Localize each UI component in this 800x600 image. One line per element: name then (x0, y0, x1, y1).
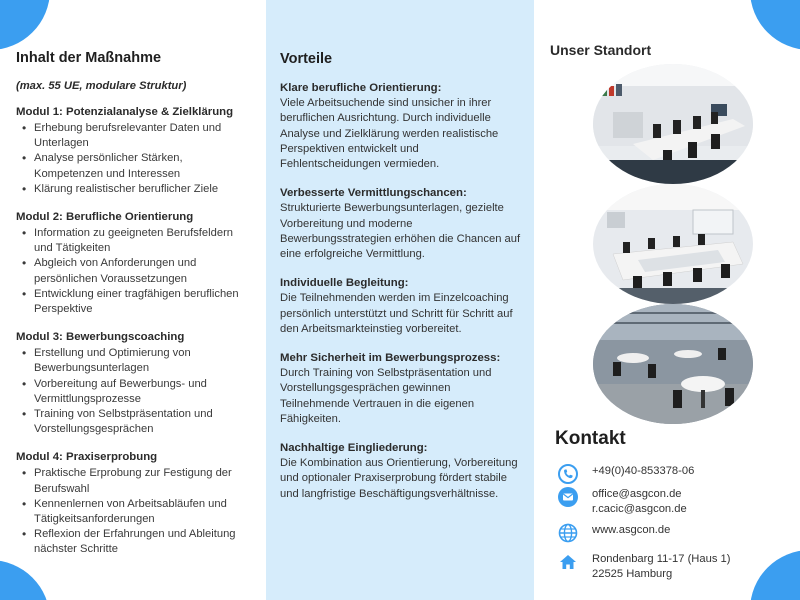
address-street: Rondenbarg 11-17 (Haus 1) (592, 553, 731, 565)
benefit-title: Klare berufliche Orientierung: (280, 82, 442, 94)
section-subtitle: (max. 55 UE, modulare Struktur) (16, 80, 187, 92)
address-row (558, 552, 730, 582)
email-link[interactable]: r.cacic@asgcon.de (592, 503, 687, 515)
phone-row (558, 464, 694, 484)
benefit (280, 441, 522, 502)
list-item: • Training von Selbstpräsentation und Vorstellungsgesprächen (16, 407, 250, 437)
list-item: • Vorbereitung auf Bewerbungs- und Vermittlungsprozesse (16, 377, 250, 407)
benefit-text: Durch Training von Selbstpräsentation und Vorstellungsgesprächen gewinnen Teilnehmende Vertrauen in die eigenen Fähigkeiten. (280, 367, 492, 425)
module (16, 105, 250, 197)
seminar-room-photo (593, 184, 753, 304)
section-title: Inhalt der Maßnahme (16, 50, 162, 66)
office-photo (593, 64, 753, 184)
benefit (280, 186, 522, 262)
course-content-column (0, 0, 266, 600)
benefit-title: Nachhaltige Eingliederung: (280, 442, 428, 455)
benefit-text: Die Kombination aus Orientierung, Vorbereitung und optionaler Praxiserprobung fördert stabile und langfristige Beschäftigungsverhältnisse. (280, 457, 518, 500)
location-title: Unser Standort (550, 42, 652, 58)
module-title: Modul 3: Bewerbungscoaching (16, 331, 185, 344)
module-title: Modul 2: Berufliche Orientierung (16, 211, 194, 224)
list-item: • Abgleich von Anforderungen und persönlichen Voraussetzungen (16, 256, 250, 286)
email-icon (558, 487, 578, 507)
module (16, 330, 250, 437)
benefit (280, 276, 522, 337)
list-item: • Information zu geeigneten Berufsfeldern und Tätigkeiten (16, 226, 250, 256)
list-item: • Erhebung berufsrelevanter Daten und Unterlagen (16, 121, 250, 151)
location-contact-column (534, 0, 800, 600)
phone-icon (558, 464, 578, 484)
module (16, 450, 250, 557)
benefit-title: Verbesserte Vermittlungschancen: (280, 187, 467, 200)
email-link[interactable]: office@asgcon.de (592, 488, 682, 500)
globe-icon (558, 523, 578, 543)
contact-title: Kontakt (555, 428, 626, 449)
email-row (558, 487, 687, 517)
home-icon (558, 552, 578, 572)
phone-number[interactable]: +49(0)40-853378-06 (592, 465, 695, 477)
list-item: • Erstellung und Optimierung von Bewerbungsunterlagen (16, 346, 250, 376)
address-city: 22525 Hamburg (592, 568, 673, 580)
benefit-title: Mehr Sicherheit im Bewerbungsprozess: (280, 352, 501, 365)
benefit-text: Die Teilnehmenden werden im Einzelcoaching persönlich unterstützt und Schritt für Schritt auf den Arbeitsmarkteinstieg vorbereitet. (280, 292, 513, 335)
benefit (280, 351, 522, 427)
module-title: Modul 1: Potenzialanalyse & Zielklärung (16, 106, 234, 118)
benefit-title: Individuelle Begleitung: (280, 277, 409, 290)
list-item: • Klärung realistischer beruflicher Ziele (16, 182, 250, 197)
benefit-text: Viele Arbeitsuchende sind unsicher in ihrer beruflichen Ausrichtung. Durch individuelle Analyse und Zielklärung werden realistische Perspektiven entwickelt und Fehlentscheidungen vermieden. (280, 97, 499, 171)
lounge-photo (593, 304, 753, 424)
list-item: • Kennenlernen von Arbeitsabläufen und Tätigkeitsanforderungen (16, 497, 250, 527)
list-item: • Entwicklung einer tragfähigen beruflichen Perspektive (16, 287, 250, 317)
benefit (280, 81, 522, 172)
list-item: • Analyse persönlicher Stärken, Kompetenzen und Interessen (16, 151, 250, 181)
section-title: Vorteile (280, 51, 333, 67)
list-item: • Reflexion der Erfahrungen und Ableitung nächster Schritte (16, 527, 250, 557)
list-item: • Praktische Erprobung zur Festigung der Berufswahl (16, 466, 250, 496)
benefits-column (266, 0, 534, 600)
website-link[interactable]: www.asgcon.de (592, 524, 671, 536)
website-row (558, 523, 670, 543)
module (16, 210, 250, 317)
module-title: Modul 4: Praxiserprobung (16, 451, 158, 464)
benefit-text: Strukturierte Bewerbungsunterlagen, gezielte Vorbereitung und moderne Bewerbungsstrategien erhöhen die Chancen auf eine erfolgreiche Vermittlung. (280, 202, 521, 261)
